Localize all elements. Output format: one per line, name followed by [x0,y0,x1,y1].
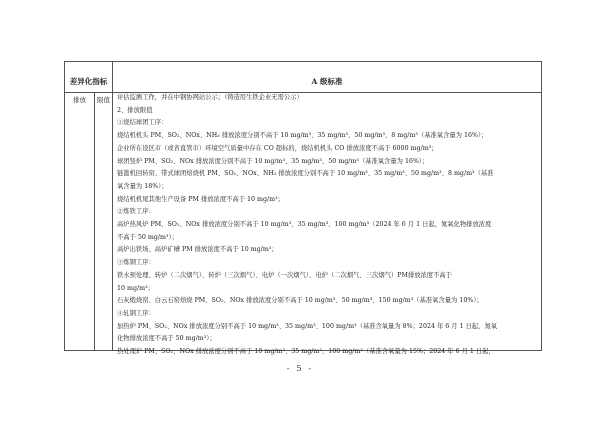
standards-table [64,61,542,356]
content-line: 烧结机机头 PM、SO₂、NOx、NH₃ 排放浓度分别不高于 10 mg/m³、35 mg/m³、50 mg/m³、8 mg/m³（基准氧含量为 16%）； [117,132,488,140]
content-line: 高炉出铁场、高炉矿槽 PM 排放浓度不高于 10 mg/m³； [117,246,278,254]
content-line: 加热炉 PM、SO₂、NOx 排放浓度分别不高于 10 mg/m³、35 mg/m³、100 mg/m³（基准含氧量为 8%；2024 年 6 月 1 日起，氮氧 [117,322,498,330]
content-line: 企业所在设区市（或省直管市）环境空气质量中存在 CO 超标的，烧结机机头 CO 排放浓度不高于 6000 mg/m³； [117,144,438,152]
content-line: 不高于 50 mg/m³）； [117,233,178,241]
subcategory-cell: 限值 [95,92,113,350]
content-line: 烧结机机尾其他生产设备 PM 排放浓度不高于 10 mg/m³； [117,195,284,203]
standard-content [115,92,537,356]
table-header [65,62,541,93]
content-line: 氧含量为 18%）； [117,182,168,190]
content-line: 10 mg/m³； [117,284,154,292]
header-standard: A 级标准 [311,77,343,86]
content-line: 球团竖炉 PM、SO₂、NOx 排放浓度分别不高于 10 mg/m³、35 mg/m³、50 mg/m³（基准氧含量为 16%）； [117,157,429,165]
content-line: ③炼钢工序： [117,259,155,267]
content-line: 热处理炉 PM、SO₂、NOx 排放浓度分别不高于 10 mg/m³、35 mg/m³、100 mg/m³（基准含氧量为 15%；2024 年 6 月 1 日起， [117,348,495,356]
content-line: 化物排放浓度不高于 50 mg/m³）； [117,335,216,343]
content-line: 评估监测工作，并在中钢协网站公示；（铸造用生铁企业无需公示） [117,94,303,101]
content-line: 铁水预处理、转炉（二次烟气）、转炉（三次烟气）、电炉（一次烟气）、电炉（二次烟气、三次烟气）PM排放浓度不高于 [117,271,452,279]
content-line: 石灰煅烧窑、白云石窑焙烧 PM、SO₂、NOx 排放浓度分别不高于 10 mg/m³、50 mg/m³、150 mg/m³（基准氧含量为 10%）； [117,297,483,305]
content-line: 2、排放限值 [117,106,153,114]
content-line: ②炼铁工序： [117,208,155,216]
content-line: ④轧钢工序： [117,309,155,317]
content-line: 链篦机回转窑、带式球团焙烧机 PM、SO₂、NOx、NH₃ 排放浓度分别不高于 10 mg/m³、35 mg/m³、50 mg/m³、8 mg/m³（基准 [117,170,494,178]
content-line: ①烧结球团工序： [117,119,168,127]
category-cell: 排放 [65,92,95,350]
page-number: - 5 - [286,364,314,374]
header-indicator: 差异化指标 [65,62,113,92]
content-line: 高炉热风炉 PM、SO₂、NOx 排放浓度分别不高于 10 mg/m³、35 mg/m³、100 mg/m³（2024 年 6 月 1 日起，氮氧化物排放浓度 [117,221,492,229]
